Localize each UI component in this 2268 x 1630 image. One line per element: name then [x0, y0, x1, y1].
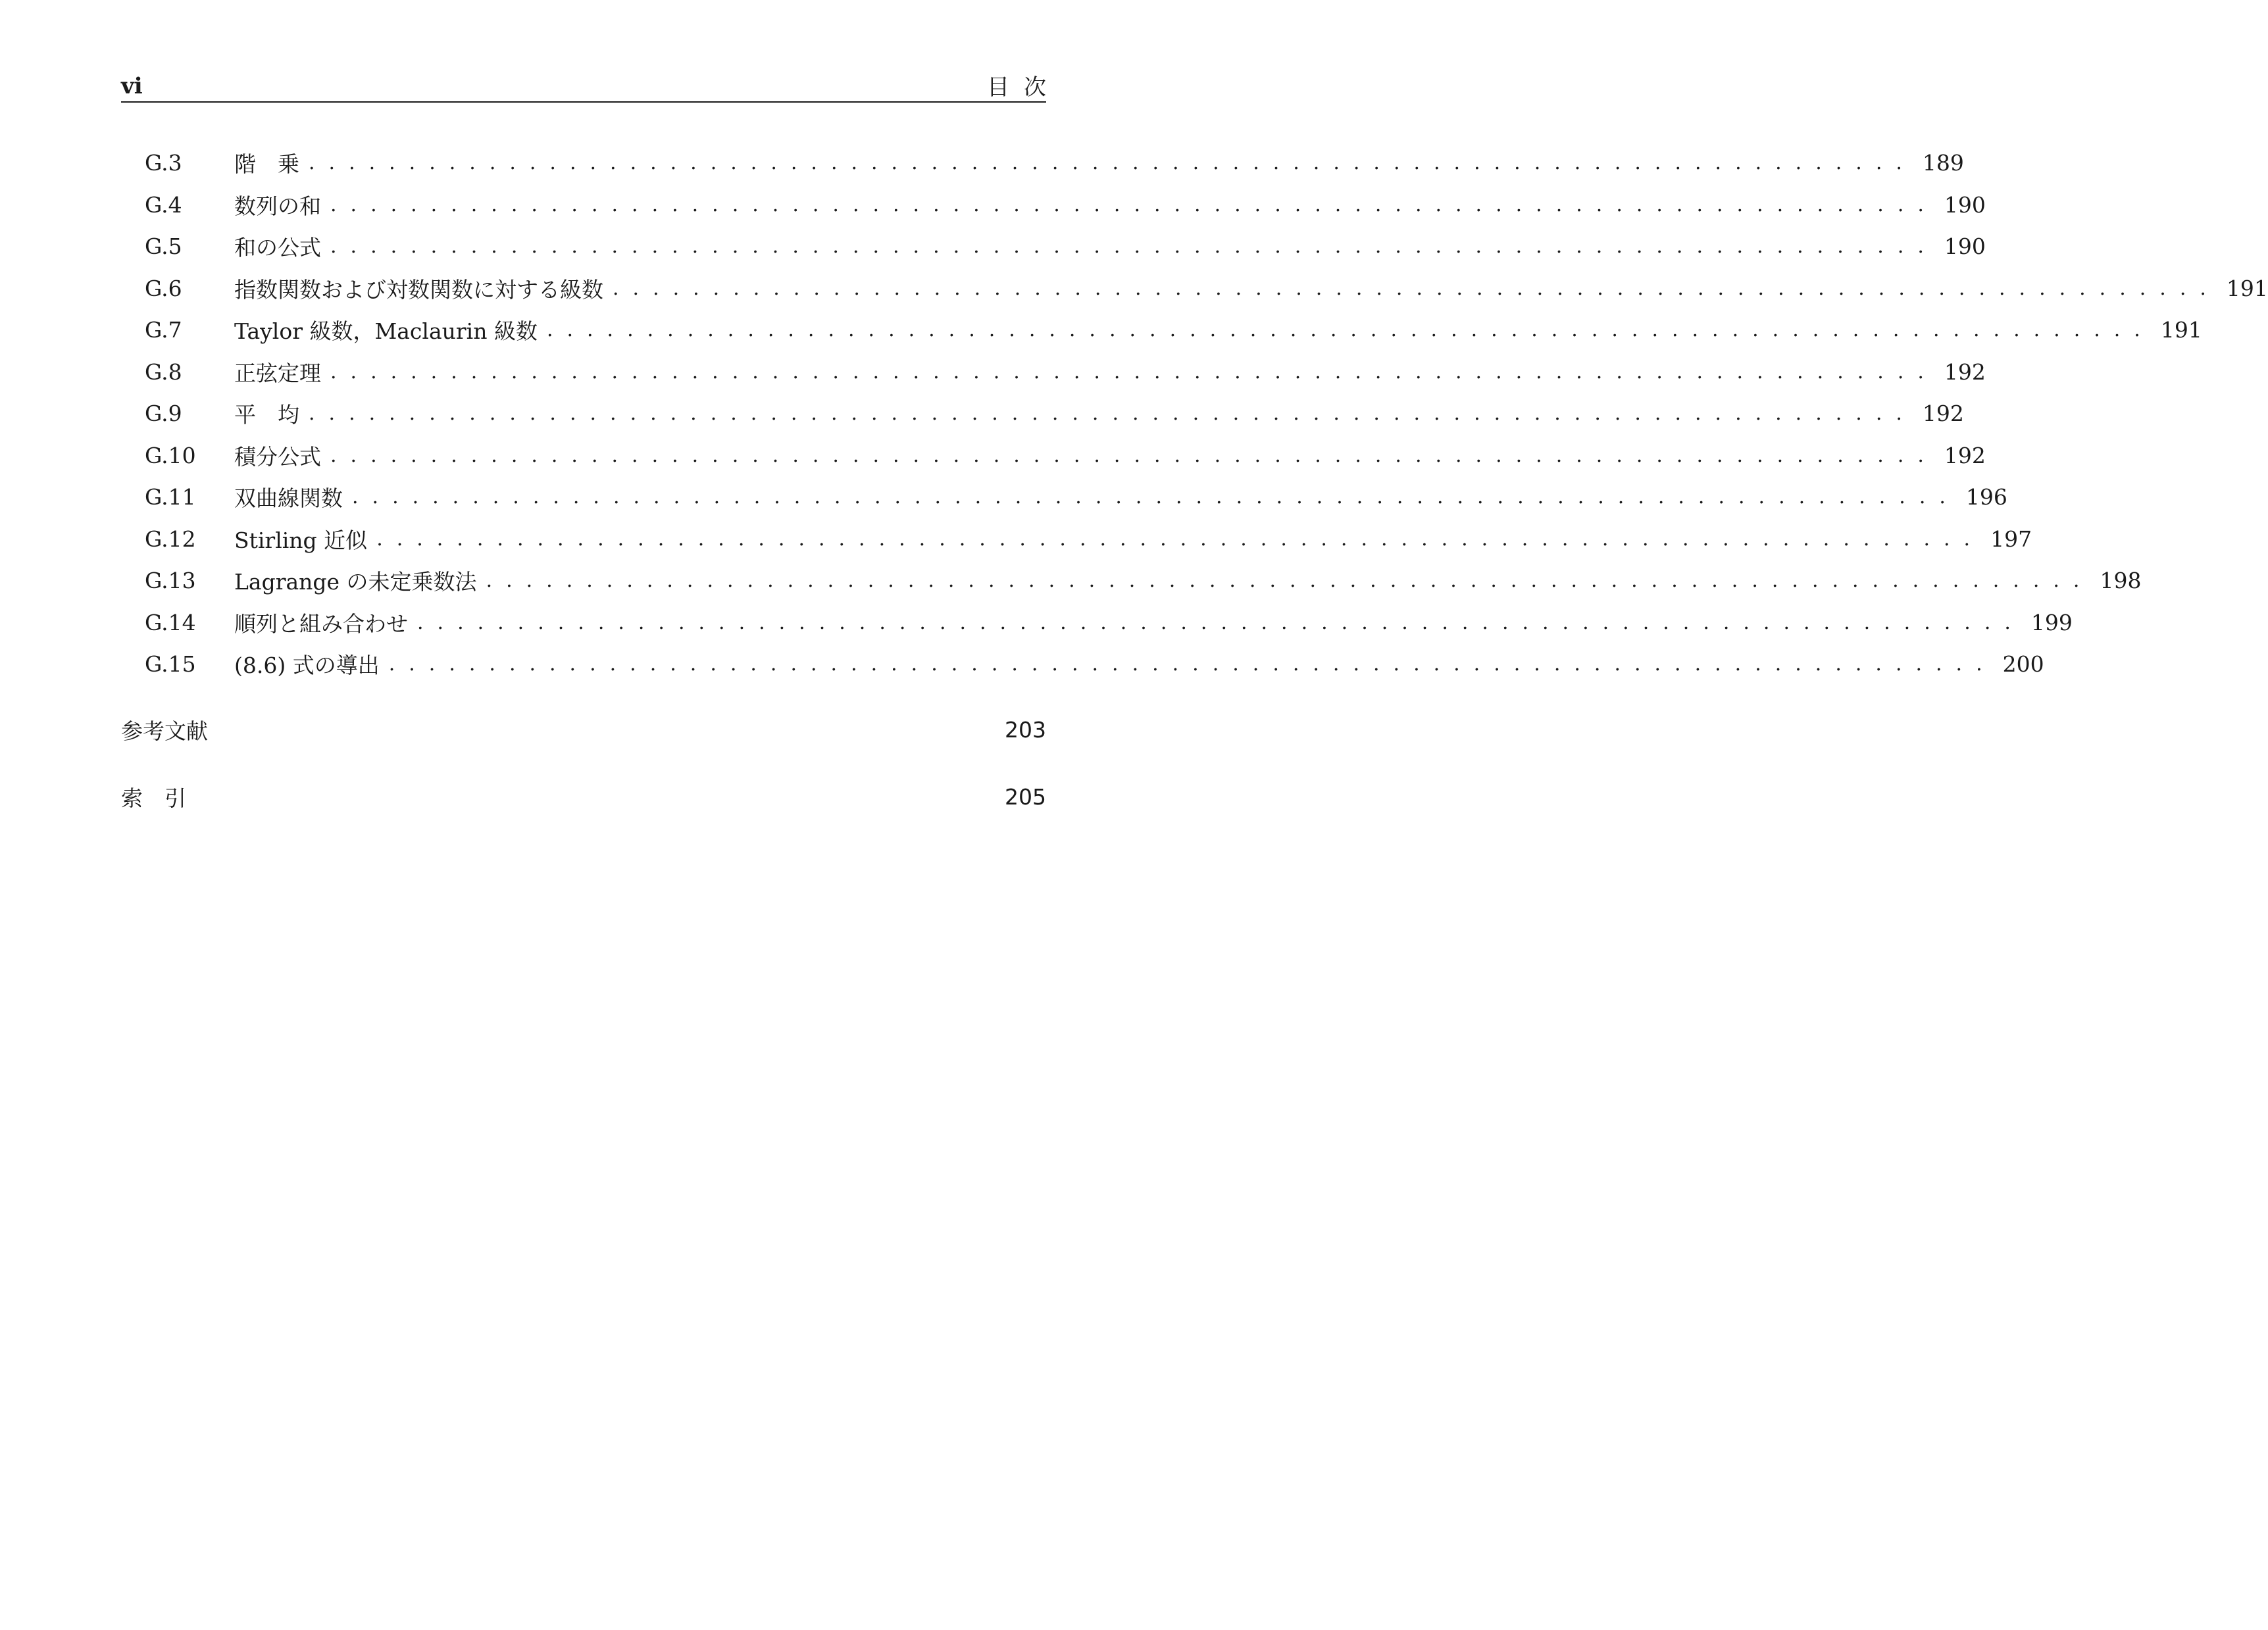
toc-dot-leader: ................................................................................: [330, 193, 1938, 216]
toc-entry-title: 和の公式: [234, 231, 330, 262]
toc-entry-title: 双曲線関数: [234, 482, 352, 512]
toc-entry-number: G.3: [145, 150, 182, 176]
toc-entry-page: 190: [1944, 191, 1986, 218]
toc-entry-number: G.13: [145, 568, 196, 594]
toc-entry-title: 指数関数および対数関数に対する級数: [234, 273, 613, 304]
toc-entry-number: G.11: [145, 484, 196, 510]
toc-entry[interactable]: [121, 518, 2032, 560]
running-head: [121, 71, 1061, 103]
toc-entry-number: G.9: [145, 401, 182, 427]
toc-entry[interactable]: [121, 309, 2202, 351]
toc-page: [121, 0, 2268, 1630]
toc-dot-leader: ................................................................................: [546, 318, 2154, 342]
toc-dot-leader: ................................................................................: [330, 235, 1938, 259]
toc-entry-page: 192: [1944, 442, 1986, 468]
toc-entry-page: 197: [1990, 526, 2032, 552]
toc-entry-page: 189: [1922, 150, 1964, 176]
toc-dot-leader: ................................................................................: [309, 151, 1916, 175]
section-title: 目次: [987, 74, 1061, 101]
toc-entry-page: 200: [2002, 651, 2044, 678]
toc-dot-leader: ................................................................................: [486, 569, 2094, 593]
page-number-label: vi: [121, 73, 143, 99]
toc-entry-number: G.6: [145, 275, 182, 301]
toc-entry-title: 正弦定理: [234, 357, 330, 387]
toc-entry-number: G.10: [145, 442, 196, 468]
toc-dot-leader: ................................................................................: [309, 402, 1916, 426]
toc-chapter-page: 205: [1005, 784, 1046, 810]
toc-entry-title: 数列の和: [234, 189, 330, 220]
toc-chapter-list: [121, 710, 1046, 817]
toc-dot-leader: ................................................................................: [330, 443, 1938, 467]
toc-chapter-entry[interactable]: [121, 778, 1046, 817]
toc-entry[interactable]: [121, 435, 1986, 477]
toc-dot-leader: ................................................................................: [388, 653, 1996, 676]
toc-entry-page: 191: [2160, 317, 2202, 343]
toc-entry-page: 191: [2226, 275, 2268, 301]
toc-entry-number: G.14: [145, 609, 196, 635]
toc-entry-page: 199: [2030, 609, 2073, 635]
toc-dot-leader: ................................................................................: [613, 276, 2220, 300]
toc-entry[interactable]: [121, 268, 2268, 310]
toc-entry-number: G.7: [145, 317, 182, 343]
toc-entry-page: 190: [1944, 234, 1986, 260]
toc-dot-leader: ................................................................................: [330, 360, 1938, 383]
toc-entry[interactable]: [121, 602, 2073, 644]
toc-entry[interactable]: [121, 142, 1964, 184]
toc-entry-page: 196: [1965, 484, 2007, 510]
toc-entry-title: (8.6) 式の導出: [234, 649, 389, 679]
toc-entry[interactable]: [121, 643, 2044, 685]
toc-entry-title: 平 均: [234, 398, 309, 429]
toc-entry-number: G.4: [145, 191, 182, 218]
toc-entry[interactable]: [121, 476, 2007, 518]
toc-chapter-entry[interactable]: [121, 710, 1046, 750]
toc-entry-title: 階 乗: [234, 147, 309, 178]
toc-entry-number: G.8: [145, 358, 182, 385]
toc-entry-title: 順列と組み合わせ: [234, 607, 417, 638]
toc-entry-number: G.12: [145, 526, 196, 552]
toc-entry-page: 192: [1922, 401, 1964, 427]
toc-entry-title: 積分公式: [234, 440, 330, 471]
toc-chapter-page: 203: [1005, 717, 1046, 743]
toc-entry-title: Stirling 近似: [234, 524, 376, 555]
toc-entry-page: 198: [2100, 568, 2142, 594]
toc-entry-page: 192: [1944, 358, 1986, 385]
toc-dot-leader: ................................................................................: [376, 527, 1984, 551]
toc-section-list: [121, 142, 2268, 685]
toc-entry[interactable]: [121, 393, 1964, 435]
toc-entry-number: G.15: [145, 651, 196, 678]
toc-entry-title: Lagrange の未定乗数法: [234, 565, 486, 596]
toc-entry-number: G.5: [145, 234, 182, 260]
toc-dot-leader: ................................................................................: [352, 485, 1959, 509]
toc-entry-title: Taylor 級数，Maclaurin 級数: [234, 314, 547, 345]
toc-dot-leader: ................................................................................: [417, 610, 2025, 634]
toc-chapter-title: 参考文献: [121, 718, 208, 744]
toc-entry[interactable]: [121, 226, 1986, 268]
toc-entry[interactable]: [121, 351, 1986, 393]
toc-entry[interactable]: [121, 184, 1986, 226]
table-of-contents: [121, 142, 2268, 817]
toc-entry[interactable]: [121, 560, 2142, 602]
toc-chapter-title: 索 引: [121, 785, 186, 811]
